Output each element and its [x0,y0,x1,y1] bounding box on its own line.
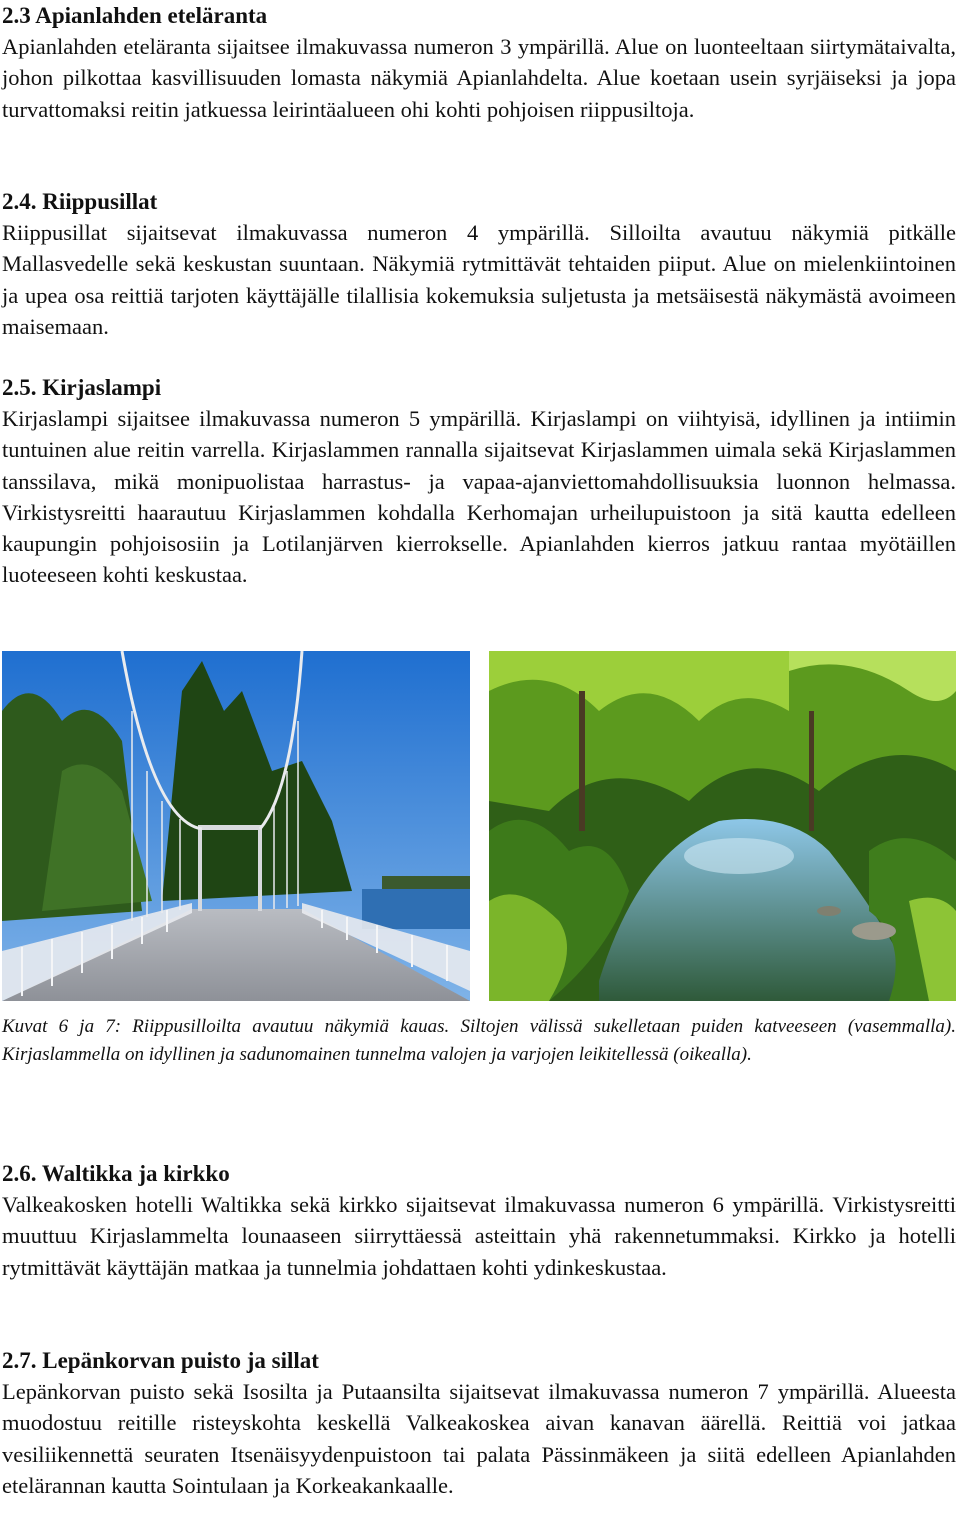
section-heading: 2.7. Lepänkorvan puisto ja sillat [2,1348,319,1373]
suspension-bridge-photo [2,651,470,1001]
section-waltikka-ja-kirkko [2,1158,956,1283]
section-body: Apianlahden eteläranta sijaitsee ilmakuvassa numeron 3 ympärillä. Alue on luonteeltaan siirtymätaivalta, johon pilkottaa kasvillisuuden lomasta näkymiä Apianlahdelta. Alue koetaan usein syrjäiseksi ja jopa turvattomaksi reitin jatkuessa leirintäalueen ohi kohti pohjoisen riippusiltoja. [2,34,956,122]
section-heading: 2.6. Waltikka ja kirkko [2,1161,230,1186]
section-heading: 2.5. Kirjaslampi [2,375,162,400]
figure-caption: Kuvat 6 ja 7: Riippusilloilta avautuu näkymiä kauas. Siltojen välissä sukelletaan puiden katveeseen (vasemmalla). Kirjaslammella on idyllinen ja sadunomainen tunnelma valojen ja varjojen leikitellessä (oikealla). [2,1016,956,1065]
section-riippusillat [2,186,956,342]
section-body: Kirjaslampi sijaitsee ilmakuvassa numeron 5 ympärillä. Kirjaslampi on viihtyisä, idyllinen ja intiimin tuntuinen alue reitin varrella. Kirjaslammen rannalla sijaitsevat Kirjaslammen uimala sekä Kirjaslammen tanssilava, mikä monipuolistaa harrastus- ja vapaa-ajanviettomahdollisuuksia luonnon helmassa. Virkistysreitti haarautuu Kirjaslammen kohdalla Kerhomajan urheilupuistoon ja sitä kautta edelleen kaupungin pohjoisosiin ja Lotilanjärven kierrokselle. Apianlahden kierros jatkuu rantaa myötäillen luoteeseen kohti keskustaa. [2,406,956,588]
section-apianlahden-etelaranta [2,0,956,125]
section-heading: 2.4. Riippusillat [2,189,158,214]
section-body: Riippusillat sijaitsevat ilmakuvassa numeron 4 ympärillä. Silloilta avautuu näkymiä pitkälle Mallasvedelle sekä keskustan suuntaan. Näkymiä rytmittävät tehtaiden piiput. Alue on mielenkiintoinen ja upea osa reittiä tarjoten käyttäjälle tilallisia kokemuksia suljetusta ja metsäisestä näkymästä avoimeen maisemaan. [2,220,956,339]
section-heading: 2.3 Apianlahden eteläranta [2,3,268,28]
section-kirjaslampi [2,372,956,591]
section-body: Lepänkorvan puisto sekä Isosilta ja Putaansilta sijaitsevat ilmakuvassa numeron 7 ympärillä. Alueesta muodostuu reitille risteyskohta keskellä Valkeakoskea aivan kanavan äärellä. Reittiä voi jatkaa vesiliikennettä seuraten Itsenäisyydenpuistoon tai palata Pässinmäkeen ja siitä edelleen Apianlahden etelärannan kautta Sointulaan ja Korkeakankaalle. [2,1379,956,1498]
section-lepankorvan-puisto [2,1345,956,1501]
kirjaslampi-pond-photo [489,651,956,1001]
section-body: Valkeakosken hotelli Waltikka sekä kirkko sijaitsevat ilmakuvassa numeron 6 ympärillä. Virkistysreitti muuttuu Kirjaslammelta lounaaseen siirryttäessä asteittain yhä rakennetummaksi. Kirkko ja hotelli rytmittävät käyttäjän matkaa ja tunnelmia johdattaen kohti ydinkeskustaa. [2,1192,956,1280]
